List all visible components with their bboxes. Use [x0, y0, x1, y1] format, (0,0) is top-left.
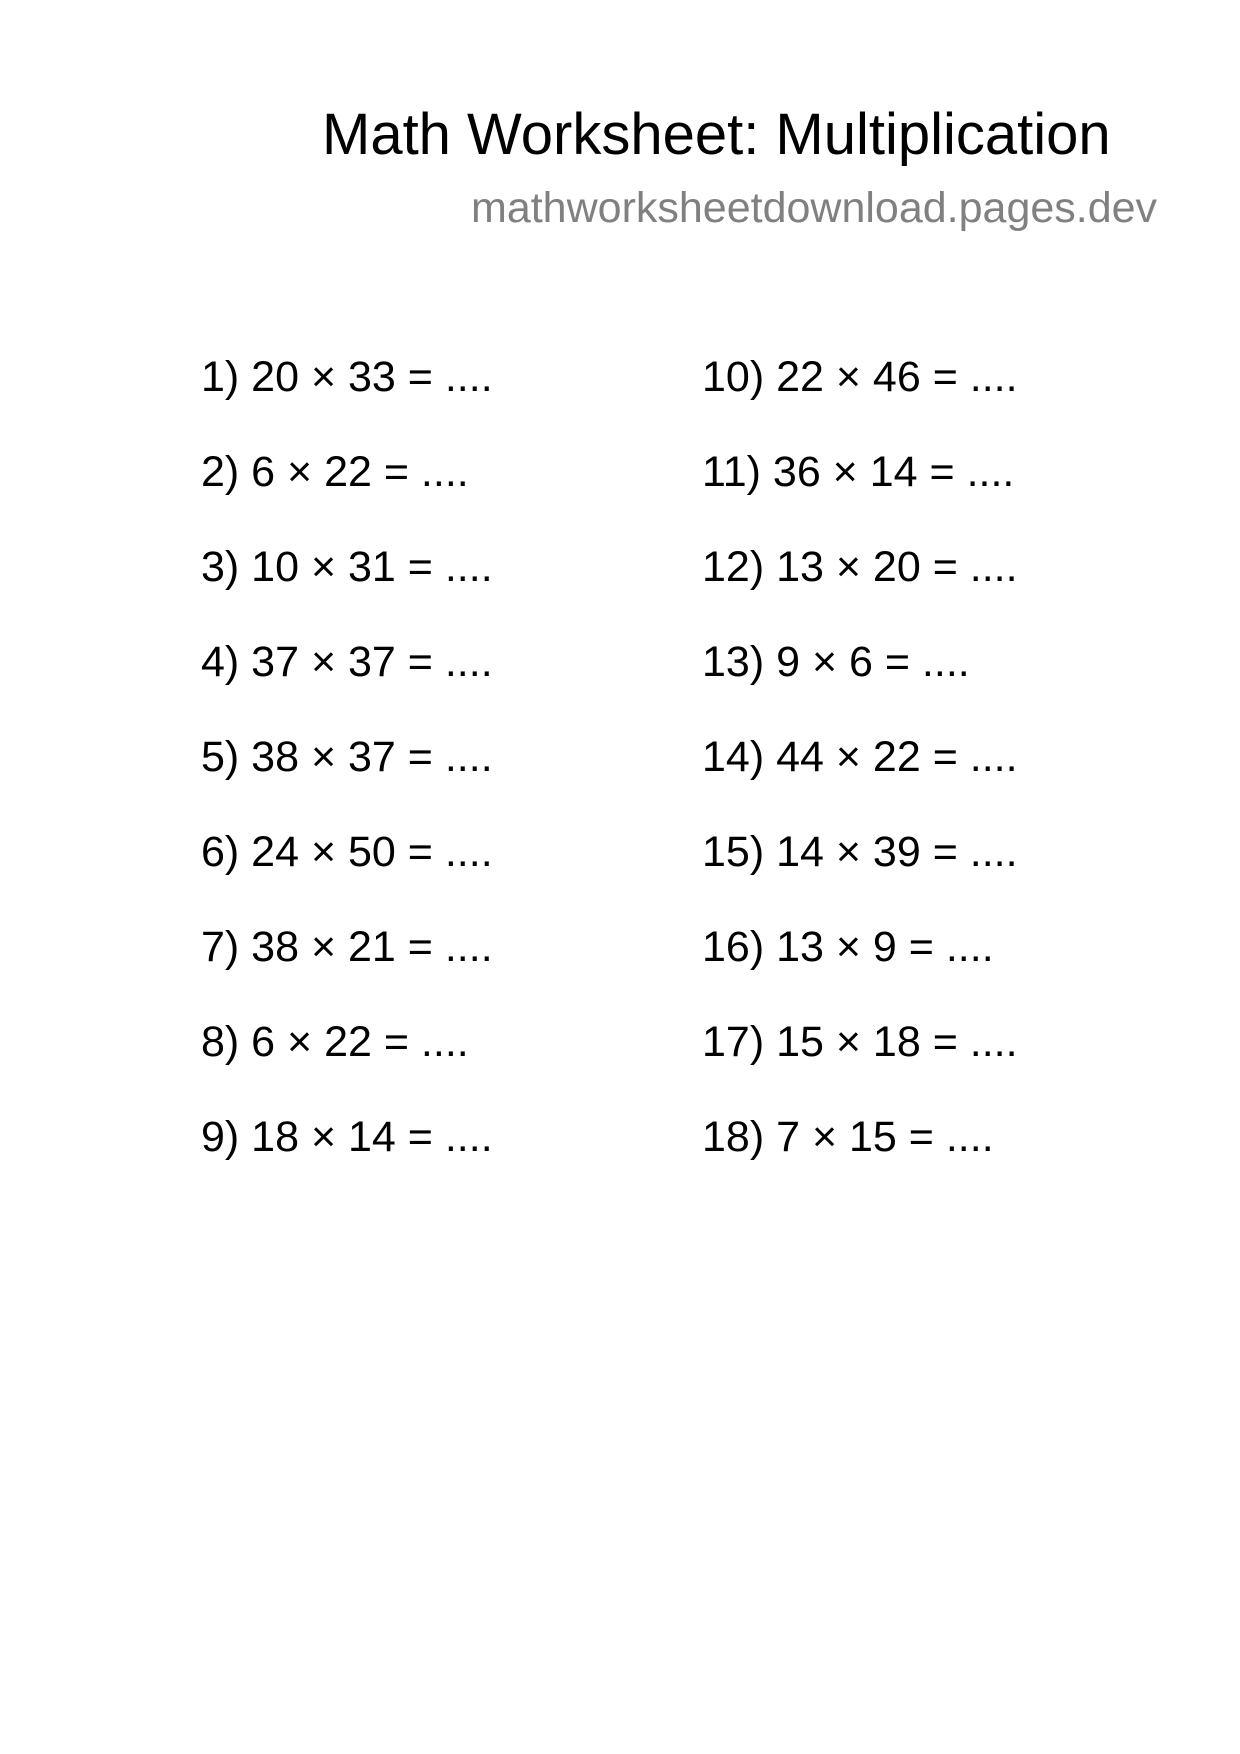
problem-item: 7) 38 × 21 = ....	[201, 923, 493, 971]
problem-item: 18) 7 × 15 = ....	[702, 1113, 994, 1161]
problem-item: 8) 6 × 22 = ....	[201, 1018, 469, 1066]
problem-item: 12) 13 × 20 = ....	[702, 543, 1018, 591]
problem-item: 10) 22 × 46 = ....	[702, 353, 1018, 401]
source-url: mathworksheetdownload.pages.dev	[471, 184, 1158, 232]
problem-item: 5) 38 × 37 = ....	[201, 733, 493, 781]
page-title: Math Worksheet: Multiplication	[322, 102, 1111, 167]
problem-item: 14) 44 × 22 = ....	[702, 733, 1018, 781]
problem-item: 3) 10 × 31 = ....	[201, 543, 493, 591]
problem-item: 2) 6 × 22 = ....	[201, 448, 469, 496]
problem-item: 16) 13 × 9 = ....	[702, 923, 994, 971]
problem-item: 6) 24 × 50 = ....	[201, 828, 493, 876]
problem-item: 15) 14 × 39 = ....	[702, 828, 1018, 876]
problem-item: 17) 15 × 18 = ....	[702, 1018, 1018, 1066]
problem-item: 13) 9 × 6 = ....	[702, 638, 970, 686]
problems-column-left	[201, 352, 493, 1207]
problem-item: 1) 20 × 33 = ....	[201, 353, 493, 401]
problem-item: 11) 36 × 14 = ....	[702, 448, 1015, 496]
problems-column-right	[702, 352, 1018, 1207]
problem-item: 4) 37 × 37 = ....	[201, 638, 493, 686]
problem-item: 9) 18 × 14 = ....	[201, 1113, 493, 1161]
